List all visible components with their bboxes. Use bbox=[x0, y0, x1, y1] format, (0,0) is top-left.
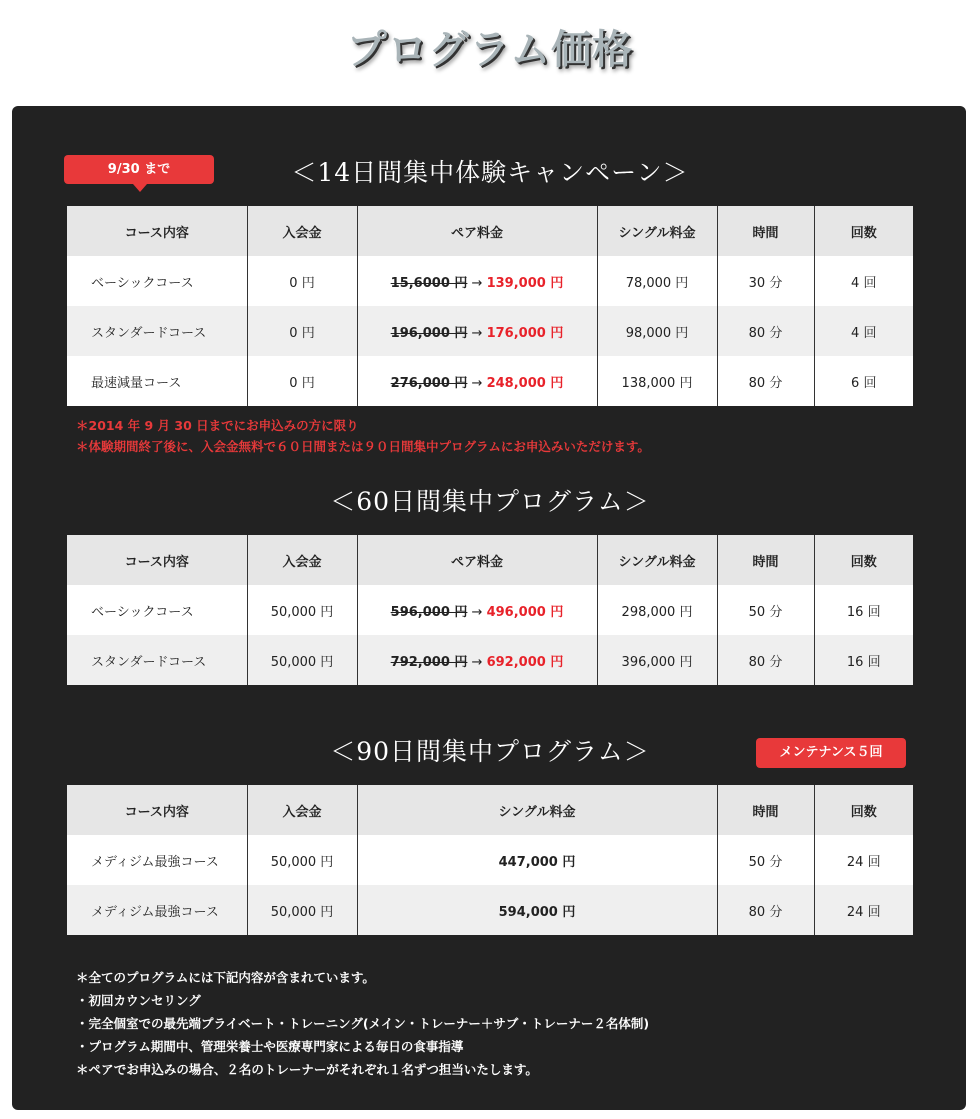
header-fee: 入会金 bbox=[247, 206, 357, 256]
table-row bbox=[67, 585, 913, 635]
new-price: 692,000 円 bbox=[486, 654, 564, 670]
header-course: コース内容 bbox=[67, 206, 247, 256]
header-time: 時間 bbox=[717, 535, 814, 585]
old-price: 276,000 円 bbox=[390, 375, 468, 391]
table-row bbox=[67, 885, 913, 935]
header-count: 回数 bbox=[814, 785, 913, 835]
course-name: メディジム最強コース bbox=[67, 885, 247, 935]
entry-fee: 50,000 円 bbox=[247, 835, 357, 885]
header-course: コース内容 bbox=[67, 535, 247, 585]
table-header-row bbox=[67, 535, 913, 585]
pair-price bbox=[357, 356, 597, 406]
course-name: スタンダードコース bbox=[67, 635, 247, 685]
campaign-note: ＊2014 年 9 月 30 日までにお申込みの方に限り bbox=[76, 418, 359, 433]
old-price: 15,6000 円 bbox=[390, 275, 468, 291]
table-row bbox=[67, 306, 913, 356]
arrow: → bbox=[471, 604, 483, 620]
table-row bbox=[67, 356, 913, 406]
header-single: シングル料金 bbox=[597, 535, 717, 585]
course-name: メディジム最強コース bbox=[67, 835, 247, 885]
section-title-14day: ＜14日間集中体験キャンペーン＞ bbox=[291, 158, 689, 187]
price-table-90day bbox=[67, 785, 913, 935]
header-fee: 入会金 bbox=[247, 535, 357, 585]
entry-fee: 0 円 bbox=[247, 356, 357, 406]
arrow: → bbox=[471, 375, 483, 391]
session-time: 30 分 bbox=[717, 256, 814, 306]
course-name: 最速減量コース bbox=[67, 356, 247, 406]
new-price: 176,000 円 bbox=[486, 325, 564, 341]
course-name: ベーシックコース bbox=[67, 585, 247, 635]
entry-fee: 50,000 円 bbox=[247, 585, 357, 635]
single-price: 98,000 円 bbox=[597, 306, 717, 356]
footer-note: ＊全てのプログラムには下記内容が含まれています。 bbox=[76, 970, 375, 985]
campaign-notes bbox=[76, 415, 650, 457]
single-price: 594,000 円 bbox=[357, 885, 717, 935]
price-table-60day bbox=[67, 535, 913, 685]
entry-fee: 0 円 bbox=[247, 256, 357, 306]
entry-fee: 0 円 bbox=[247, 306, 357, 356]
header-pair: ペア料金 bbox=[357, 535, 597, 585]
session-count: 4 回 bbox=[814, 256, 913, 306]
old-price: 792,000 円 bbox=[390, 654, 468, 670]
session-count: 16 回 bbox=[814, 635, 913, 685]
pair-price bbox=[357, 585, 597, 635]
arrow: → bbox=[471, 325, 483, 341]
section-title-90day: ＜90日間集中プログラム＞ bbox=[330, 737, 650, 766]
session-time: 80 分 bbox=[717, 885, 814, 935]
section-title-60day: ＜60日間集中プログラム＞ bbox=[330, 487, 650, 516]
single-price: 447,000 円 bbox=[357, 835, 717, 885]
old-price: 596,000 円 bbox=[390, 604, 468, 620]
price-table-14day bbox=[67, 206, 913, 406]
pair-price bbox=[357, 256, 597, 306]
entry-fee: 50,000 円 bbox=[247, 635, 357, 685]
session-time: 50 分 bbox=[717, 585, 814, 635]
session-time: 80 分 bbox=[717, 635, 814, 685]
table-header-row bbox=[67, 206, 913, 256]
table-row bbox=[67, 256, 913, 306]
header-time: 時間 bbox=[717, 206, 814, 256]
footer-notes bbox=[76, 966, 649, 1081]
footer-note: ・初回カウンセリング bbox=[76, 993, 201, 1008]
new-price: 248,000 円 bbox=[486, 375, 564, 391]
session-time: 80 分 bbox=[717, 356, 814, 406]
header-single: シングル料金 bbox=[597, 206, 717, 256]
session-count: 24 回 bbox=[814, 835, 913, 885]
footer-note: ＊ペアでお申込みの場合、２名のトレーナーがそれぞれ１名ずつ担当いたします。 bbox=[76, 1062, 538, 1077]
arrow: → bbox=[471, 275, 483, 291]
header-pair: ペア料金 bbox=[357, 206, 597, 256]
single-price: 78,000 円 bbox=[597, 256, 717, 306]
header-time: 時間 bbox=[717, 785, 814, 835]
page-title: プログラム価格 bbox=[346, 27, 634, 73]
session-count: 4 回 bbox=[814, 306, 913, 356]
entry-fee: 50,000 円 bbox=[247, 885, 357, 935]
footer-note: ・完全個室での最先端プライベート・トレーニング(メイン・トレーナー＋サブ・トレーナー２名体制) bbox=[76, 1016, 650, 1031]
arrow: → bbox=[471, 654, 483, 670]
pair-price bbox=[357, 306, 597, 356]
header-count: 回数 bbox=[814, 206, 913, 256]
header-single: シングル料金 bbox=[357, 785, 717, 835]
maintenance-badge: メンテナンス５回 bbox=[756, 738, 906, 768]
single-price: 396,000 円 bbox=[597, 635, 717, 685]
session-time: 50 分 bbox=[717, 835, 814, 885]
footer-note: ・プログラム期間中、管理栄養士や医療専門家による毎日の食事指導 bbox=[76, 1039, 464, 1054]
new-price: 496,000 円 bbox=[486, 604, 564, 620]
session-count: 24 回 bbox=[814, 885, 913, 935]
header-count: 回数 bbox=[814, 535, 913, 585]
table-row bbox=[67, 635, 913, 685]
campaign-note: ＊体験期間終了後に、入会金無料で６０日間または９０日間集中プログラムにお申込みいただけます。 bbox=[76, 439, 650, 454]
course-name: スタンダードコース bbox=[67, 306, 247, 356]
table-row bbox=[67, 835, 913, 885]
table-header-row bbox=[67, 785, 913, 835]
header-course: コース内容 bbox=[67, 785, 247, 835]
single-price: 138,000 円 bbox=[597, 356, 717, 406]
session-count: 16 回 bbox=[814, 585, 913, 635]
session-count: 6 回 bbox=[814, 356, 913, 406]
course-name: ベーシックコース bbox=[67, 256, 247, 306]
deadline-badge: 9/30 まで bbox=[64, 155, 214, 184]
single-price: 298,000 円 bbox=[597, 585, 717, 635]
pair-price bbox=[357, 635, 597, 685]
header-fee: 入会金 bbox=[247, 785, 357, 835]
session-time: 80 分 bbox=[717, 306, 814, 356]
new-price: 139,000 円 bbox=[486, 275, 564, 291]
old-price: 196,000 円 bbox=[390, 325, 468, 341]
